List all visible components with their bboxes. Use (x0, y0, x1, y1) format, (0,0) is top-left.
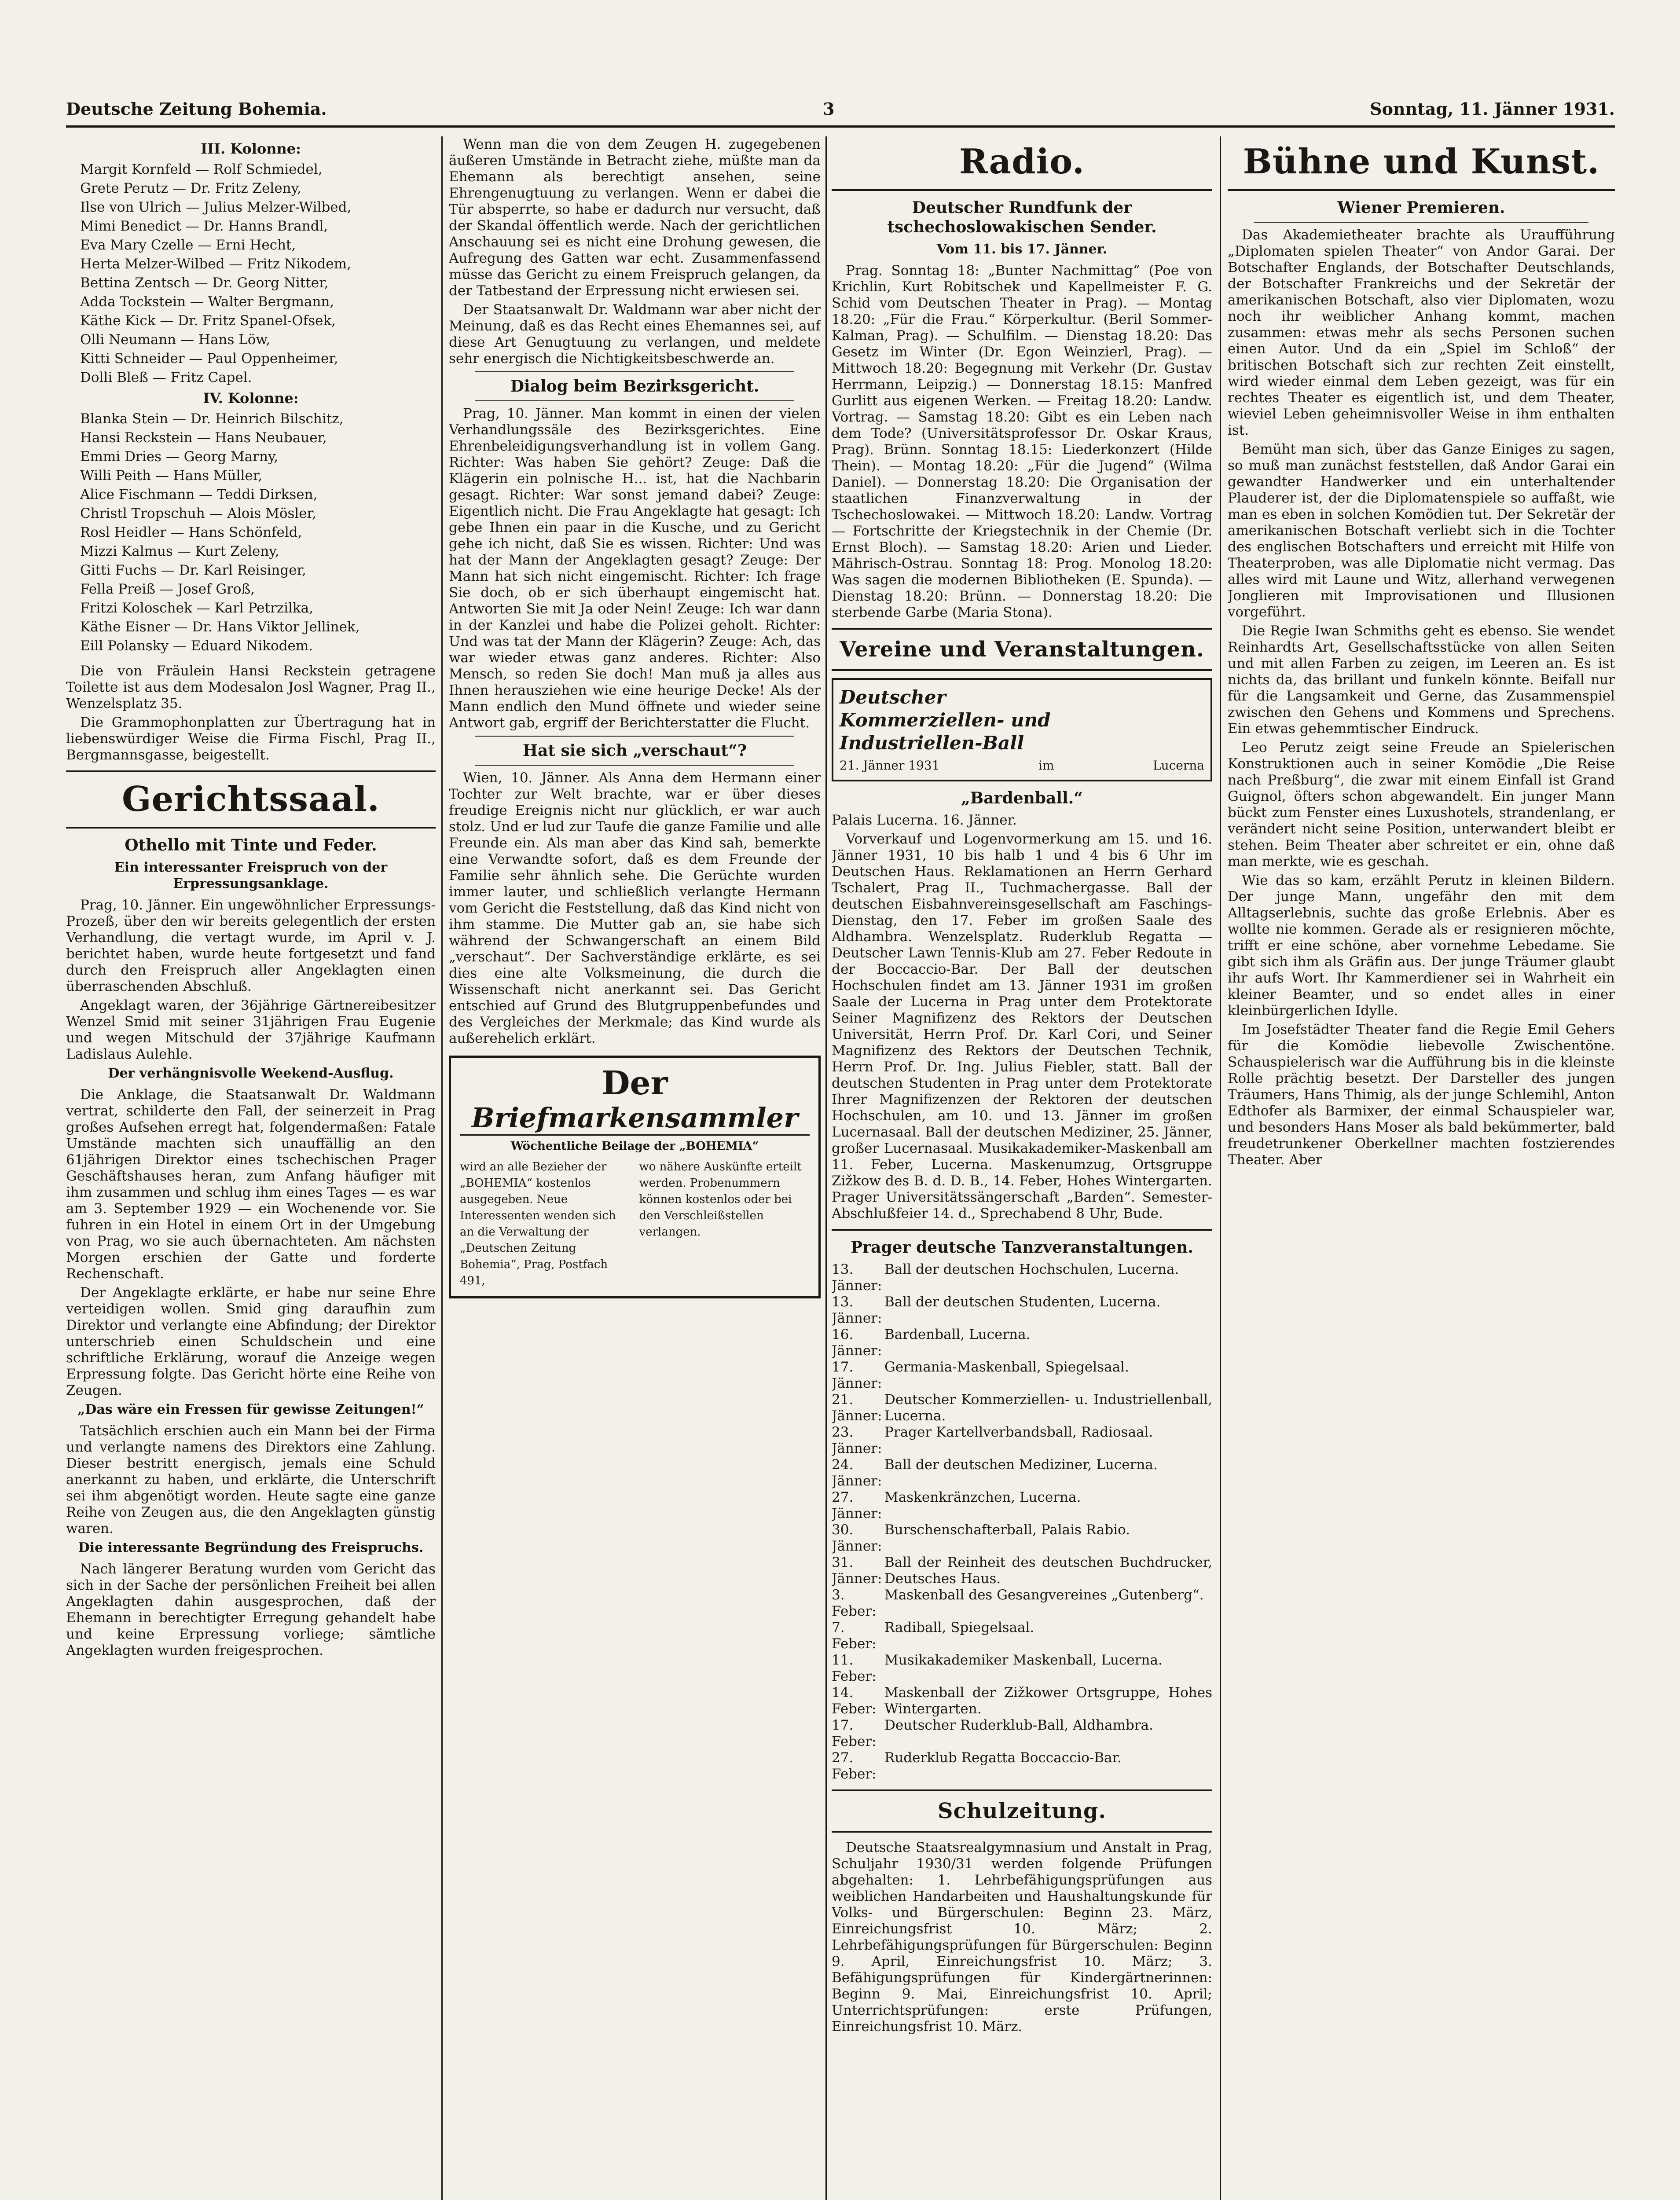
column-2 (449, 136, 821, 2200)
tanz-event: Musikakademiker Maskenball, Lucerna. (884, 1652, 1163, 1668)
article-paragraph: Die Regie Iwan Schmiths geht es ebenso. Sie wendet Reinhardts Art, Gesellschaftsstücke von allen Seiten und mit allen Farben zu zeigen, im Leeren an. Es ist nichts da, das brillant und funkeln könnte. Beifall nur für die Langsamkeit und Gerne, das Zusammenspiel zwischen den Gehens und Kommens und Sprechens. Ein etwas gehemmtischer Eindruck. (1228, 623, 1615, 737)
section-divider (832, 1229, 1212, 1231)
section-divider (832, 628, 1212, 630)
tanz-entry (832, 1457, 1212, 1489)
kolonne-entry: Bettina Zentsch — Dr. Georg Nitter, (80, 275, 329, 291)
tanz-date: 13. Jänner: (832, 1261, 882, 1294)
radio-section-title: Radio. (959, 142, 1085, 182)
article-paragraph: Nach längerer Beratung wurden vom Gericht das sich in der Sache der persönlichen Freiheit bei allen Angeklagten dahin ausgesprochen, daß der Ehemann in berechtigter Erregung gehandelt habe und keine Erpressung vorliege; sämtliche Angeklagten wurden freigesprochen. (66, 1561, 436, 1658)
article-paragraph: Wien, 10. Jänner. Als Anna dem Hermann einer Tochter zur Welt brachte, war er über dieses freudige Ereignis nicht nur glücklich, er war auch stolz. Und er lud zur Taufe die ganze Familie und alle Freunde ein. Als man aber das Kind sah, bemerkte eine Verwandte sofort, daß es dem Freunde der Familie sehr ähnlich sehe. Die Gerüchte wurden immer lauter, und schließlich verlangte Hermann vom Gericht die Feststellung, daß das Kind nicht von ihm stamme. Die Mutter gab an, sie habe sich während der Schwangerschaft an einem Bild „verschaut“. Der Sachverständige erklärte, es sei dies eine alte Volksmeinung, die durch die Wissenschaft nicht anerkannt sei. Das Gericht entschied auf Grund des Blutgruppenbefundes und des Vergleiches der Merkmale; das Kind wurde als außerehelich erklärt. (449, 770, 821, 1046)
article-divider (475, 400, 794, 401)
toilette-notice: Die von Fräulein Hansi Reckstein getragene Toilette ist aus dem Modesalon Josl Wagner, Prag II., Wenzelsplatz 35. (66, 663, 436, 711)
tanz-date: 27. Jänner: (832, 1489, 882, 1522)
wiener-premieren-title: Wiener Premieren. (1337, 198, 1505, 217)
ad-title-der: Der (602, 1064, 668, 1102)
tanz-entry (832, 1620, 1212, 1652)
article-subheading: „Das wäre ein Fressen für gewisse Zeitungen!“ (77, 1402, 424, 1417)
column-rule (441, 136, 443, 2200)
tanz-entry (832, 1359, 1212, 1392)
article-divider (475, 765, 794, 766)
ball-ad-line-2: Kommerziellen- und (840, 709, 1051, 731)
ad-text-left: wird an alle Bezieher der „BOHEMIA“ kostenlos ausgegeben. Neue Interessenten wenden sich an die Verwaltung der „Deutschen Zeitung Bohemia“, Prag, Postfach 491, (460, 1160, 616, 1287)
tanz-event: Ball der deutschen Mediziner, Lucerna. (884, 1457, 1158, 1473)
kolonne-entry: Alice Fischmann — Teddi Dirksen, (80, 487, 318, 502)
article-divider (475, 371, 794, 372)
article-subtitle-othello: Ein interessanter Freispruch von der Erpressungsanklage. (114, 860, 388, 891)
tanz-entry (832, 1294, 1212, 1327)
kolonne-entry: Käthe Kick — Dr. Fritz Spanel-Ofsek, (80, 313, 336, 329)
tanz-entry (832, 1750, 1212, 1782)
kolonne-entry: Gitti Fuchs — Dr. Karl Reisinger, (80, 562, 306, 578)
tanz-date: 30. Jänner: (832, 1522, 882, 1554)
ball-ad-date: 21. Jänner 1931 (840, 758, 940, 773)
radio-subtitle: Deutscher Rundfunk der tschechoslowakischen Sender. (887, 198, 1157, 236)
tanz-entry (832, 1424, 1212, 1457)
radio-date-range: Vom 11. bis 17. Jänner. (936, 242, 1108, 257)
tanz-entry (832, 1392, 1212, 1424)
article-paragraph: Tatsächlich erschien auch ein Mann bei der Firma und verlangte namens des Direktors eine Zahlung. Dieser bestritt energisch, jemals eine Schuld anerkannt zu haben, und erklärte, die Unterschrift sei ihm abgenötigt worden. Heute sagte eine ganze Reihe von Zeugen aus, die den Angeklagten günstig waren. (66, 1423, 436, 1536)
article-paragraph: Wie das so kam, erzählt Perutz in kleinen Bildern. Der junge Mann, ungefähr den mit dem Alltagserlebnis, suchte das große Erlebnis. Aber es wollte nie kommen. Gerade als er resignieren möchte, trifft er eine schöne, aber vornehme Lebedame. Sie gibt sich ihm als Gräfin aus. Der junge Träumer glaubt ihr aufs Wort. Ihr Kammerdiener sei in Wahrheit ein kleiner Beamter, und so endet alles in einer kleinbürgerlichen Idylle. (1228, 873, 1615, 1019)
column-3 (832, 136, 1212, 2200)
kolonne-entry: Adda Tockstein — Walter Bergmann, (80, 294, 334, 310)
ad-title-briefmarkensammler: Briefmarkensammler (471, 1102, 798, 1134)
tanz-entry (832, 1652, 1212, 1685)
tanz-date: 7. Feber: (832, 1620, 877, 1652)
article-title-othello: Othello mit Tinte und Feder. (125, 836, 377, 854)
kolonne-entry: Käthe Eisner — Dr. Hans Viktor Jellinek, (80, 619, 360, 635)
article-divider (475, 736, 794, 737)
bardenball-venue: Palais Lucerna. 16. Jänner. (832, 812, 1017, 828)
section-divider (832, 1831, 1212, 1833)
briefmarkensammler-advertisement (449, 1056, 821, 1298)
tanz-list (832, 1261, 1212, 1782)
tanz-entry (832, 1261, 1212, 1294)
kolonne-4-list (66, 411, 436, 654)
article-paragraph: Der Staatsanwalt Dr. Waldmann war aber nicht der Meinung, daß es das Recht eines Ehemannes sei, auf diese Art Genugtuung zu verlangen, und meldete sehr energisch die Nichtigkeitsbeschwerde an. (449, 302, 821, 367)
section-divider (66, 770, 436, 772)
ad-subtitle: Wöchentliche Beilage der „BOHEMIA“ (460, 1134, 810, 1155)
kolonne-entry: Mizzi Kalmus — Kurt Zeleny, (80, 543, 279, 559)
column-rule (1220, 136, 1221, 2200)
tanz-event: Ruderklub Regatta Boccaccio-Bar. (884, 1750, 1122, 1766)
kolonne-entry: Hansi Reckstein — Hans Neubauer, (80, 430, 327, 446)
article-paragraph: Prag, 10. Jänner. Ein ungewöhnlicher Erpressungs-Prozeß, über den wir bereits gelegentlich der ersten Verhandlung, die vertagt wurde, im April v. J. berichtet haben, wurde heute fortgesetzt und fand durch den Freispruch aller Angeklagten einen überraschenden Abschluß. (66, 897, 436, 994)
article-paragraph: Leo Perutz zeigt seine Freude an Spielerischen Konstruktionen auch in seiner Komödie „Die Reise nach Preßburg“, die zwar mit einem Einfall ist Grand Guignol, öfters schon abgewandelt. Ein junger Mann bückt zum Fenster eines Luxushotels, strandenlang, er verändert nicht seine Position, unterwandert bleibt er stehen. Beim Theater aber schreitet er ein, ohne daß man merkte, wie es geschah. (1228, 740, 1615, 869)
article-subheading: Der verhängnisvolle Weekend-Ausflug. (108, 1066, 394, 1081)
tanz-entry (832, 1555, 1212, 1587)
ball-ad-in: im (1038, 758, 1054, 773)
tanz-entry (832, 1587, 1212, 1620)
bardenball-title: „Bardenball.“ (961, 789, 1083, 807)
article-paragraph: Wenn man die von dem Zeugen H. zugegebenen äußeren Umstände in Betracht ziehe, müßte man da Ehemann als berechtigt ansehen, seine Ehrengenugtuung zu verlangen. Wenn er dabei die Tür absperrte, so habe er dadurch nur versucht, daß der Skandal öffentlich werde. Nach der gerichtlichen Anschauung sei es nicht eine Drohung gewesen, die Aufregung des Gatten war echt. Zusammenfassend müsse das Gericht zu einem Freispruch gelangen, da der Tatbestand der Erpressung nicht erwiesen sei. (449, 136, 821, 299)
ball-ad-line-1: Deutscher (840, 686, 946, 708)
running-header (66, 99, 1615, 128)
ad-text-right: wo nähere Auskünfte erteilt werden. Probenummern können kostenlos oder bei den Verschleißstellen verlangen. (639, 1160, 802, 1239)
kolonne-entry: Willi Peith — Hans Müller, (80, 468, 263, 484)
column-4 (1228, 136, 1615, 2200)
kolonne-entry: Grete Perutz — Dr. Fritz Zeleny, (80, 180, 301, 196)
tanz-event: Maskenball der Zižkower Ortsgruppe, Hohes Wintergarten. (884, 1685, 1212, 1717)
tanz-date: 23. Jänner: (832, 1424, 882, 1456)
tanz-entry (832, 1327, 1212, 1359)
kolonne-entry: Kitti Schneider — Paul Oppenheimer, (80, 351, 338, 367)
tanz-event: Bardenball, Lucerna. (884, 1327, 1031, 1342)
article-paragraph: Bemüht man sich, über das Ganze Einiges zu sagen, so muß man zunächst feststellen, daß Andor Garai ein gewandter Handwerker und ein unterhaltender Plauderer ist, der die Diplomatenspiele so auffaßt, wie man es eben in solchen Komödien tut. Der Sekretär der amerikanischen Botschaft verliebt sich in die Tochter des englischen Botschafters und erreicht mit Hilfe von Theaterproben, was alle Diplomatie nicht vermag. Das alles wird mit Laune und Witz, allerhand verwegenen Jonglieren mit Improvisationen und Illusionen vorgeführt. (1228, 441, 1615, 620)
kolonne-entry: Rosl Heidler — Hans Schönfeld, (80, 524, 302, 540)
article-subheading: Die interessante Begründung des Freispruchs. (78, 1540, 424, 1555)
article-paragraph: Im Josefstädter Theater fand die Regie Emil Gehers für die Komödie liebevolle Zwischentöne. Schauspielerisch war die Aufführung bis in die kleinste Rolle prächtig besetzt. Der Darsteller des jungen Träumers, Hans Thimig, als der junge Schlemihl, Anton Edthofer als Barmixer, der einmal Schauspieler war, und besonders Hans Moser als bald bekümmerter, bald freudetrunkener Oberkellner machten fostzierendes Theater. Aber (1228, 1022, 1615, 1168)
tanz-date: 21. Jänner: (832, 1392, 882, 1424)
ball-ad-line-3: Industriellen-Ball (840, 732, 1024, 754)
tanz-event: Prager Kartellverbandsball, Radiosaal. (884, 1424, 1153, 1440)
tanz-event: Maskenkränzchen, Lucerna. (884, 1489, 1081, 1505)
tanz-date: 3. Feber: (832, 1587, 877, 1619)
kolonne-entry: Blanka Stein — Dr. Heinrich Bilschitz, (80, 411, 344, 427)
tanz-section-title: Prager deutsche Tanzveranstaltungen. (851, 1238, 1193, 1257)
tanz-date: 14. Feber: (832, 1685, 877, 1717)
section-divider (832, 1789, 1212, 1791)
tanz-entry (832, 1685, 1212, 1717)
tanz-entry (832, 1522, 1212, 1555)
tanz-event: Maskenball des Gesangvereines „Gutenberg“. (884, 1587, 1204, 1603)
tanz-event: Ball der deutschen Studenten, Lucerna. (884, 1294, 1161, 1310)
buhne-section-title: Bühne und Kunst. (1243, 142, 1600, 182)
column-rule (825, 136, 827, 2200)
article-paragraph: Angeklagt waren, der 36jährige Gärtnereibesitzer Wenzel Smid mit seiner 31jährigen Frau Eugenie und wegen Mitschuld der 37jährige Kaufmann Ladislaus Aulehle. (66, 997, 436, 1062)
article-title-dialog: Dialog beim Bezirksgericht. (510, 377, 759, 396)
tanz-event: Deutscher Ruderklub-Ball, Aldhambra. (884, 1717, 1153, 1733)
kolonne-3-heading: III. Kolonne: (201, 140, 301, 157)
section-divider (832, 189, 1212, 191)
tanz-date: 17. Feber: (832, 1717, 877, 1749)
tanz-event: Radiball, Spiegelsaal. (884, 1620, 1034, 1635)
article-paragraph: Die Anklage, die Staatsanwalt Dr. Waldmann vertrat, schilderte den Fall, der seinerzeit in Prag großes Aufsehen erregt hat, folgendermaßen: Fatale Umstände machten sich unauffällig an den 61jährigen Direktor eines tschechischen Prager Geschäftshauses heran, zum Anfang häufiger mit ihm zusammen und schlug ihm eines Tages — es war am 3. September 1929 — ein Wochenende vor. Sie fuhren in ein Hotel in einem Ort in der Umgebung von Prag, wo sie auch übernachteten. Am nächsten Morgen erschien der Gatte und forderte Rechenschaft. (66, 1087, 436, 1282)
article-title-verschaut: Hat sie sich „verschaut“? (523, 741, 747, 760)
article-paragraph: Das Akademietheater brachte als Uraufführung „Diplomaten spielen Theater“ von Andor Garai. Der Botschafter Englands, der Botschafter Deutschlands, der Botschafter Frankreichs und der Sekretär der amerikanischen Botschaft, also vier Diplomaten, wozu noch ihr weiblicher Anhang kommt, machen zusammen: etwas mehr als sechs Personen suchen einen Autor. Und da ein „Spiel im Schloß“ der britischen Botschaft sich zur rechten Zeit einstellt, wird wieder einmal dem Leben gezeigt, was für ein rechtes Theater es eigentlich ist, und dem Theater, wieviel Leben geheimnisvoller Weise in ihm enthalten ist. (1228, 227, 1615, 438)
schulzeitung-title: Schulzeitung. (937, 1799, 1107, 1823)
header-page-number: 3 (823, 99, 835, 119)
tanz-event: Ball der Reinheit des deutschen Buchdrucker, Deutsches Haus. (884, 1555, 1212, 1587)
radio-program: Prag. Sonntag 18: „Bunter Nachmittag“ (Poe von Krichlin, Kurt Robitschek und Kapellmeister F. G. Schid vom Deutschen Theater in Prag). — Montag 18.20: „Für die Frau.“ Körperkultur. (Beril Sommer-Kalman, Prag). — Schulfilm. — Dienstag 18.20: Das Gesetz im Winter (Dr. Egon Weinzierl, Prag). — Mittwoch 18.20: Begegnung mit Verkehr (Dr. Gustav Herrmann, Leipzig.) — Donnerstag 18.15: Manfred Gurlitt aus eigenen Werken. — Freitag 18.20: Landw. Vortrag. — Samstag 18.20: Gibt es ein Leben nach dem Tode? (Universitätsprofessor Dr. Oskar Kraus, Prag). Brünn. Sonntag 18.15: Liederkonzert (Hilde Thein). — Montag 18.20: „Für die Jugend“ (Wilma Daniel). — Donnerstag 18.20: Die Organisation der staatlichen Finanzverwaltung in der Tschechoslowakei. — Mittwoch 18.20: Landw. Vortrag — Fortschritte der Kriegstechnik in der Chemie (Dr. Ernst Bloch). — Samstag 18.20: Arien und Lieder. Mährisch-Ostrau. Sonntag 18: Prog. Monolog 18.20: Was sagen die modernen Bibliotheken (E. Spunda). — Dienstag 18.20: Brünn. — Donnerstag 18.20: Die sterbende Garbe (Maria Stona). (832, 263, 1212, 620)
tanz-date: 24. Jänner: (832, 1457, 882, 1489)
kolonne-entry: Fritzi Koloschek — Karl Petrzilka, (80, 600, 314, 616)
court-section-title: Gerichtssaal. (122, 779, 380, 819)
kolonne-entry: Margit Kornfeld — Rolf Schmiedel, (80, 161, 323, 177)
kolonne-4-heading: IV. Kolonne: (203, 390, 299, 407)
kolonne-entry: Christl Tropschuh — Alois Mösler, (80, 506, 316, 521)
grammophon-notice: Die Grammophonplatten zur Übertragung hat in liebenswürdiger Weise die Firma Fischl, Prag II., Bergmannsgasse, beigestellt. (66, 715, 436, 763)
tanz-date: 27. Feber: (832, 1750, 877, 1782)
article-paragraph: Prag, 10. Jänner. Man kommt in einen der vielen Verhandlungssäle des Bezirksgerichtes. Eine Ehrenbeleidigungsverhandlung ist in vollem Gang. Richter: Was haben Sie gehört? Zeuge: Daß die Klägerin ein polnische H... ist, hat die Nachbarin gesagt. Richter: War sonst jemand dabei? Zeuge: Eigentlich nicht. Die Frau Angeklagte hat gesagt: Ich gebe Ihnen ein paar in die Kusche, und zu Gericht gehe ich nicht, daß Sie es wissen. Richter: Und was hat der Mann der Angeklagten gesagt? Zeuge: Der Mann hat sich nicht eingemischt. Richter: Ich frage Sie doch, ob er sich überhaupt eingemischt hat. Antworten Sie mit Ja oder Nein! Zeuge: Ich war dann in der Kanzlei und habe die Polizei geholt. Richter: Und was tat der Mann der Klägerin? Zeuge: Ach, das war wieder etwas ganz anderes. Richter: Also Mensch, so reden Sie doch! Man muß ja alles aus Ihnen herausziehen wie eine heurige Decke! Als der Mann endlich den Mund öffnete und wieder seine Antwort gab, ergriff der Berichterstatter die Flucht. (449, 406, 821, 731)
section-divider (832, 669, 1212, 671)
kolonne-3-list (66, 161, 436, 386)
tanz-event: Deutscher Kommerziellen- u. Industriellenball, Lucerna. (884, 1392, 1212, 1424)
kolonne-entry: Eva Mary Czelle — Erni Hecht, (80, 237, 296, 253)
article-paragraph: Der Angeklagte erklärte, er habe nur seine Ehre verteidigen wollen. Smid ging daraufhin zum Direktor und verlangte eine Abfindung; der Direktor unterschrieb einen Schuldschein und eine schriftliche Erklärung, worauf die Anzeige wegen Erpressung folgte. Das Gericht hörte eine Reihe von Zeugen. (66, 1285, 436, 1398)
kolonne-entry: Eill Polansky — Eduard Nikodem. (80, 638, 313, 654)
tanz-date: 11. Feber: (832, 1652, 877, 1684)
section-divider (66, 827, 436, 829)
tanz-entry (832, 1717, 1212, 1750)
column-1 (66, 136, 436, 2200)
kolonne-entry: Dolli Bleß — Fritz Capel. (80, 370, 252, 385)
tanz-event: Burschenschafterball, Palais Rabio. (884, 1522, 1130, 1538)
article-divider (1254, 222, 1588, 223)
vereine-listings: Vorverkauf und Logenvormerkung am 15. und 16. Jänner 1931, 10 bis halb 1 und 4 bis 6 Uhr im Deutschen Haus. Reklamationen an Herrn Gerhard Tschalert, Prag II., Tuchmachergasse. Ball der deutschen Eisbahnvereinsgesellschaft am Faschings-Dienstag, den 17. Feber im großen Saale des Aldhambra. Wenzelsplatz. Ruderklub Regatta — Deutscher Lawn Tennis-Klub am 27. Feber Redoute in der Boccaccio-Bar. Der Ball der deutschen Hochschulen findet am 13. Jänner 1931 im großen Saale der Lucerna in Prag unter dem Protektorate Seiner Magnifizenz des Rektors der Deutschen Universität, Herrn Prof. Dr. Karl Cori, und Seiner Magnifizenz des Rektors der Deutschen Technik, Herrn Prof. Dr. Ing. Julius Fiebler, statt. Ball der deutschen Studenten in Prag unter dem Protektorate Ihrer Magnifizenzen der Rektoren der deutschen Hochschulen, am 10. und 13. Jänner im großen Lucernasaal. Ball der deutschen Mediziner, 25. Jänner, großer Lucernasaal. Musikakademiker-Maskenball am 11. Feber, Lucerna. Maskenumzug, Ortsgruppe Zižkow des B. d. D. B., 14. Feber, Hohes Wintergarten. Prager Universitätssängerschaft „Barden“. Semester-Abschlußfeier 14. d., Sprechabend 8 Uhr, Bude. (832, 831, 1212, 1221)
tanz-date: 13. Jänner: (832, 1294, 882, 1326)
tanz-event: Ball der deutschen Hochschulen, Lucerna. (884, 1261, 1179, 1277)
tanz-event: Germania-Maskenball, Spiegelsaal. (884, 1359, 1129, 1375)
schulzeitung-text: Deutsche Staatsrealgymnasium und Anstalt in Prag, Schuljahr 1930/31 werden folgende Prüfungen abgehalten: 1. Lehrbefähigungsprüfungen aus weiblichen Handarbeiten und Haushaltungskunde für Volks- und Bürgerschulen: Beginn 23. März, Einreichungsfrist 10. März; 2. Lehrbefähigungsprüfungen für Bürgerschulen: Beginn 9. April, Einreichungsfrist 10. März; 3. Befähigungsprüfungen für Kindergärtnerinnen: Beginn 9. Mai, Einreichungsfrist 10. April; Unterrichtsprüfungen: erste Prüfungen, Einreichungsfrist 10. März. (832, 1840, 1212, 2035)
vereine-section-title: Vereine und Veranstaltungen. (840, 637, 1204, 662)
kolonne-entry: Fella Preiß — Josef Groß, (80, 581, 255, 597)
kolonne-entry: Ilse von Ulrich — Julius Melzer-Wilbed, (80, 199, 352, 215)
header-date: Sonntag, 11. Jänner 1931. (1370, 99, 1615, 119)
tanz-date: 17. Jänner: (832, 1359, 882, 1391)
tanz-entry (832, 1489, 1212, 1522)
kolonne-entry: Herta Melzer-Wilbed — Fritz Nikodem, (80, 256, 351, 272)
section-divider (1228, 189, 1615, 191)
kolonne-entry: Mimi Benedict — Dr. Hanns Brandl, (80, 218, 328, 234)
kolonne-entry: Emmi Dries — Georg Marny, (80, 449, 279, 465)
header-paper-name: Deutsche Zeitung Bohemia. (66, 99, 327, 119)
tanz-date: 31. Jänner: (832, 1555, 882, 1587)
tanz-date: 16. Jänner: (832, 1327, 882, 1359)
ball-ad-place: Lucerna (1152, 758, 1204, 773)
kolonne-entry: Olli Neumann — Hans Löw, (80, 332, 271, 348)
commercial-ball-advertisement (832, 678, 1212, 781)
